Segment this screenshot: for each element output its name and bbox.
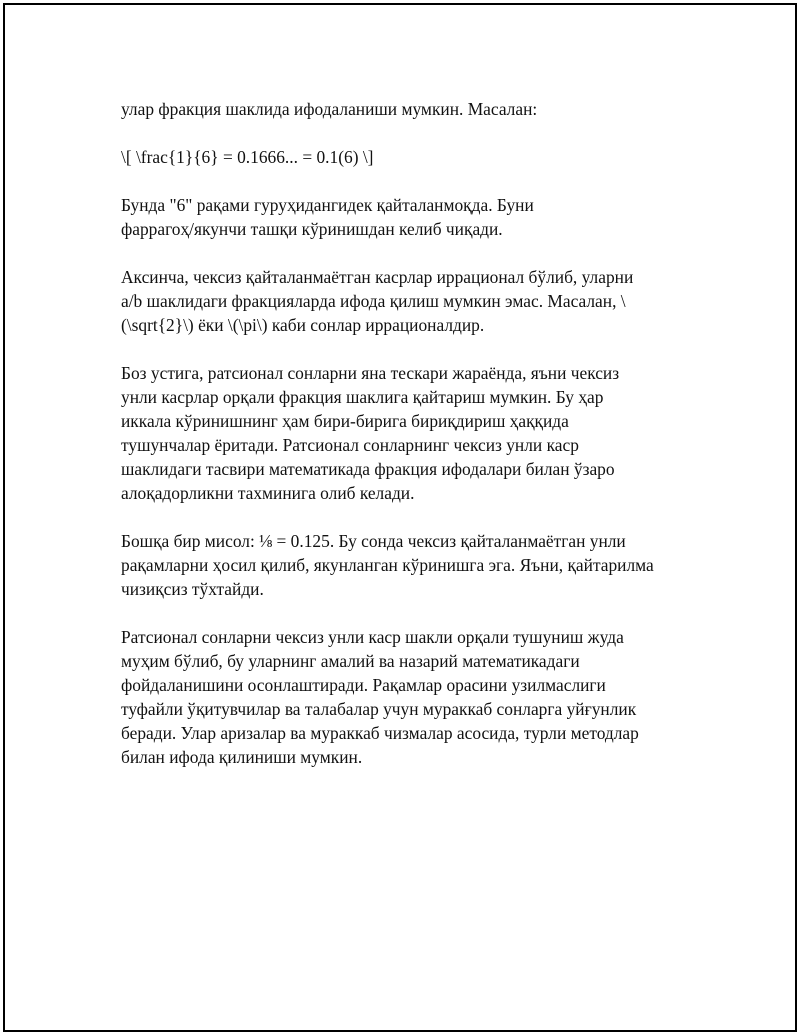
document-body [121,97,701,793]
page-frame [3,3,797,1032]
paragraph-conclusion: Ратсионал сонларни чексиз унли каср шакли орқали тушуниш жуда муҳим бўлиб, бу уларнинг амалий ва назарий математикадаги фойдаланишини осонлаштиради. Рақамлар орасини узилмаслиги туфайли ўқитувчилар ва талабалар учун мураккаб сонларга уйғунлик беради. Улар аризалар ва мураккаб чизмалар асосида, турли методлар билан ифода қилиниши мумкин. [121,627,639,767]
paragraph-reverse-process: Боз устига, ратсионал сонларни яна тескари жараёнда, яъни чексиз унли касрлар орқали фракция шаклига қайтариш мумкин. Бу ҳар иккала кўринишнинг ҳам бири-бирига бириқдириш ҳаққида тушунчалар ёритади. Ратсионал сонларнинг чексиз унли каср шаклидаги тасвири математикада фракция ифодалари билан ўзаро алоқадорликни тахминига олиб келади. [121,363,620,503]
paragraph-intro: улар фракция шаклида ифодаланиши мумкин. Масалан: [121,99,538,119]
paragraph-example: Бошқа бир мисол: ⅛ = 0.125. Бу сонда чексиз қайталанмаётган унли рақамларни ҳосил қилиб, якунланган кўринишга эга. Яъни, қайтарилма чизиқсиз тўхтайди. [121,531,654,599]
formula-line: \[ \frac{1}{6} = 0.1666... = 0.1(6) \] [121,147,374,167]
paragraph-repeating-digit: Бунда "6" рақами гуруҳидангидек қайталанмоқда. Буни фаррагоҳ/якунчи ташқи кўринишдан келиб чиқади. [121,195,534,239]
paragraph-irrational: Аксинча, чексиз қайталанмаётган касрлар иррационал бўлиб, уларни a/b шаклидаги фракцияларда ифода қилиш мумкин эмас. Масалан, \ (\sqrt{2}\) ёки \(\pi\) каби сонлар иррационалдир. [121,267,634,335]
